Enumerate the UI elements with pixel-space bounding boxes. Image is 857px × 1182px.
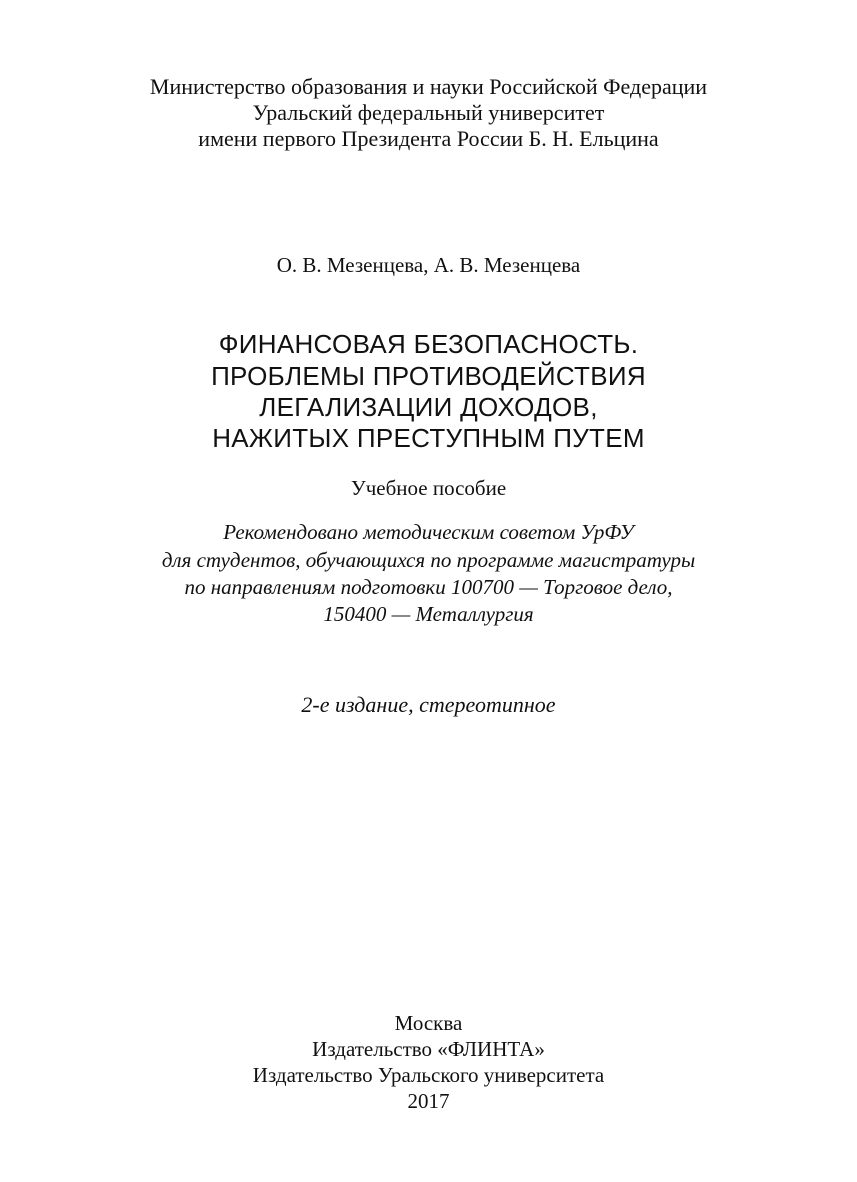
recommendation-line-1: Рекомендовано методическим советом УрФУ [223, 520, 634, 544]
authors: О. В. Мезенцева, А. В. Мезенцева [276, 253, 581, 277]
recommendation-line-4: 150400 — Металлургия [323, 602, 534, 626]
institution-university: Уральский федеральный университет [252, 100, 605, 125]
recommendation-line-3: по направлениям подготовки 100700 — Торговое дело, [184, 575, 673, 599]
imprint-year: 2017 [407, 1089, 450, 1113]
title-line-4: НАЖИТЫХ ПРЕСТУПНЫМ ПУТЕМ [212, 423, 645, 453]
imprint-city: Москва [394, 1011, 463, 1035]
subtitle: Учебное пособие [350, 476, 507, 500]
institution-university-name: имени первого Президента России Б. Н. Ельцина [198, 126, 659, 151]
imprint-publisher-flinta: Издательство «ФЛИНТА» [312, 1037, 545, 1061]
title-line-2: ПРОБЛЕМЫ ПРОТИВОДЕЙСТВИЯ [211, 361, 646, 391]
edition: 2-е издание, стереотипное [301, 692, 556, 717]
institution-ministry: Министерство образования и науки Российской Федерации [149, 74, 708, 99]
imprint-publisher-university: Издательство Уральского университета [252, 1063, 605, 1087]
title-line-1: ФИНАНСОВАЯ БЕЗОПАСНОСТЬ. [218, 329, 639, 359]
recommendation-line-2: для студентов, обучающихся по программе магистратуры [161, 548, 696, 572]
title-line-3: ЛЕГАЛИЗАЦИИ ДОХОДОВ, [259, 392, 598, 422]
